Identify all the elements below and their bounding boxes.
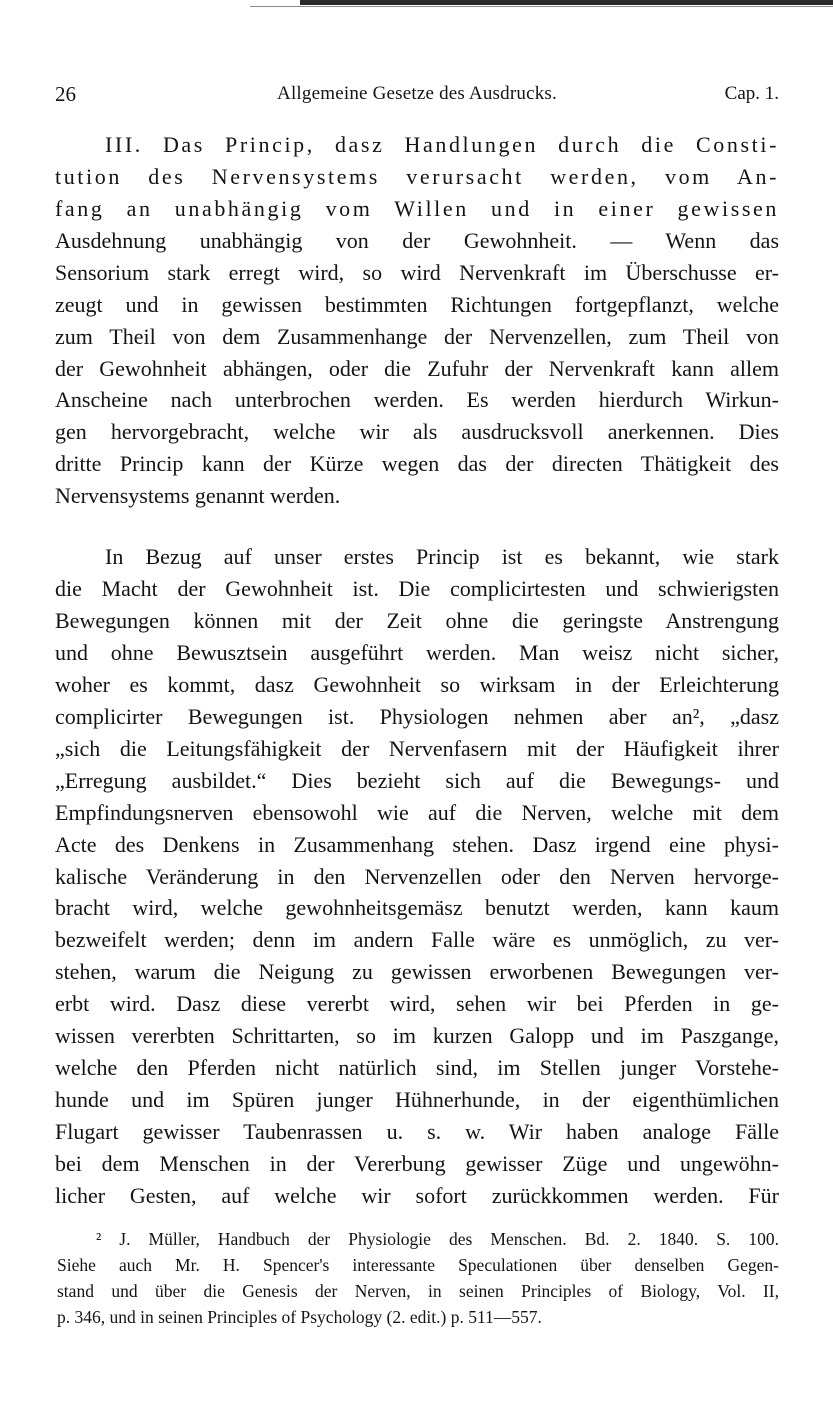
text-line: Ausdehnung unabhängig von der Gewohnheit. — Wenn das xyxy=(55,228,779,253)
running-title: Allgemeine Gesetze des Ausdrucks. xyxy=(277,83,557,104)
text-line: welche den Pferden nicht natürlich sind, im Stellen junger Vorstehe- xyxy=(55,1055,779,1080)
text-line: Flugart gewisser Taubenrassen u. s. w. Wir haben analoge Fälle xyxy=(55,1119,779,1144)
footnote-line: ² J. Müller, Handbuch der Physiologie des Menschen. Bd. 2. 1840. S. 100. xyxy=(96,1229,779,1249)
running-head xyxy=(55,80,779,108)
text-line: erbt wird. Dasz diese vererbt wird, sehen wir bei Pferden in ge- xyxy=(55,991,779,1016)
top-edge-rule-thin xyxy=(250,6,833,7)
text-line: Nervensystems genannt werden. xyxy=(55,483,341,508)
text-line: III. Das Princip, dasz Handlungen durch die Consti- xyxy=(105,132,779,157)
text-line: bezweifelt werden; denn im andern Falle wäre es unmöglich, zu ver- xyxy=(55,927,779,952)
text-line: hunde und im Spüren junger Hühnerhunde, in der eigenthümlichen xyxy=(55,1087,779,1112)
footnote-line: Siehe auch Mr. H. Spencer's interessante Speculationen über denselben Gegen- xyxy=(57,1255,779,1275)
footnote-line: p. 346, und in seinen Principles of Psychology (2. edit.) p. 511—557. xyxy=(57,1307,542,1327)
text-line: Acte des Denkens in Zusammenhang stehen. Dasz irgend eine physi- xyxy=(55,832,779,857)
text-line: In Bezug auf unser erstes Princip ist es bekannt, wie stark xyxy=(105,544,779,569)
text-line: Anscheine nach unterbrochen werden. Es werden hierdurch Wirkun- xyxy=(55,387,779,412)
text-line: dritte Princip kann der Kürze wegen das der directen Thätigkeit des xyxy=(55,451,779,476)
text-line: kalische Veränderung in den Nervenzellen oder den Nerven hervorge- xyxy=(55,864,779,889)
text-line: stehen, warum die Neigung zu gewissen erworbenen Bewegungen ver- xyxy=(55,959,779,984)
chapter-reference: Cap. 1. xyxy=(724,83,779,104)
text-line: Sensorium stark erregt wird, so wird Nervenkraft im Überschusse er- xyxy=(55,260,779,285)
footnote-line: stand und über die Genesis der Nerven, in seinen Principles of Biology, Vol. II, xyxy=(57,1281,779,1301)
text-line: woher es kommt, dasz Gewohnheit so wirksam in der Erleichterung xyxy=(55,672,779,697)
text-line: Bewegungen können mit der Zeit ohne die geringste Anstrengung xyxy=(55,608,779,633)
text-line: und ohne Bewusztsein ausgeführt werden. Man weisz nicht sicher, xyxy=(55,640,779,665)
page-number: 26 xyxy=(55,82,76,106)
text-line: licher Gesten, auf welche wir sofort zurückkommen werden. Für xyxy=(55,1183,779,1208)
text-line: wissen vererbten Schrittarten, so im kurzen Galopp und im Paszgange, xyxy=(55,1023,779,1048)
text-line: fang an unabhängig vom Willen und in einer gewissen xyxy=(55,196,779,221)
text-line: bei dem Menschen in der Vererbung gewisser Züge und ungewöhn- xyxy=(55,1151,779,1176)
text-line: tution des Nervensystems verursacht werden, vom An- xyxy=(55,164,779,189)
text-line: die Macht der Gewohnheit ist. Die complicirtesten und schwierigsten xyxy=(55,576,779,601)
text-line: Empfindungsnerven ebensowohl wie auf die Nerven, welche mit dem xyxy=(55,800,779,825)
text-line: zum Theil von dem Zusammenhange der Nervenzellen, zum Theil von xyxy=(55,324,779,349)
text-line: gen hervorgebracht, welche wir als ausdrucksvoll anerkennen. Dies xyxy=(55,419,779,444)
text-line: „sich die Leitungsfähigkeit der Nervenfasern mit der Häufigkeit ihrer xyxy=(55,736,779,761)
text-line: zeugt und in gewissen bestimmten Richtungen fortgepflanzt, welche xyxy=(55,292,779,317)
text-line: bracht wird, welche gewohnheitsgemäsz benutzt werden, kann kaum xyxy=(55,895,779,920)
text-line: complicirter Bewegungen ist. Physiologen nehmen aber an², „dasz xyxy=(55,704,779,729)
text-line: „Erregung ausbildet.“ Dies bezieht sich auf die Bewegungs- und xyxy=(55,768,779,793)
text-line: der Gewohnheit abhängen, oder die Zufuhr der Nervenkraft kann allem xyxy=(55,356,779,381)
top-edge-rule xyxy=(300,0,833,5)
